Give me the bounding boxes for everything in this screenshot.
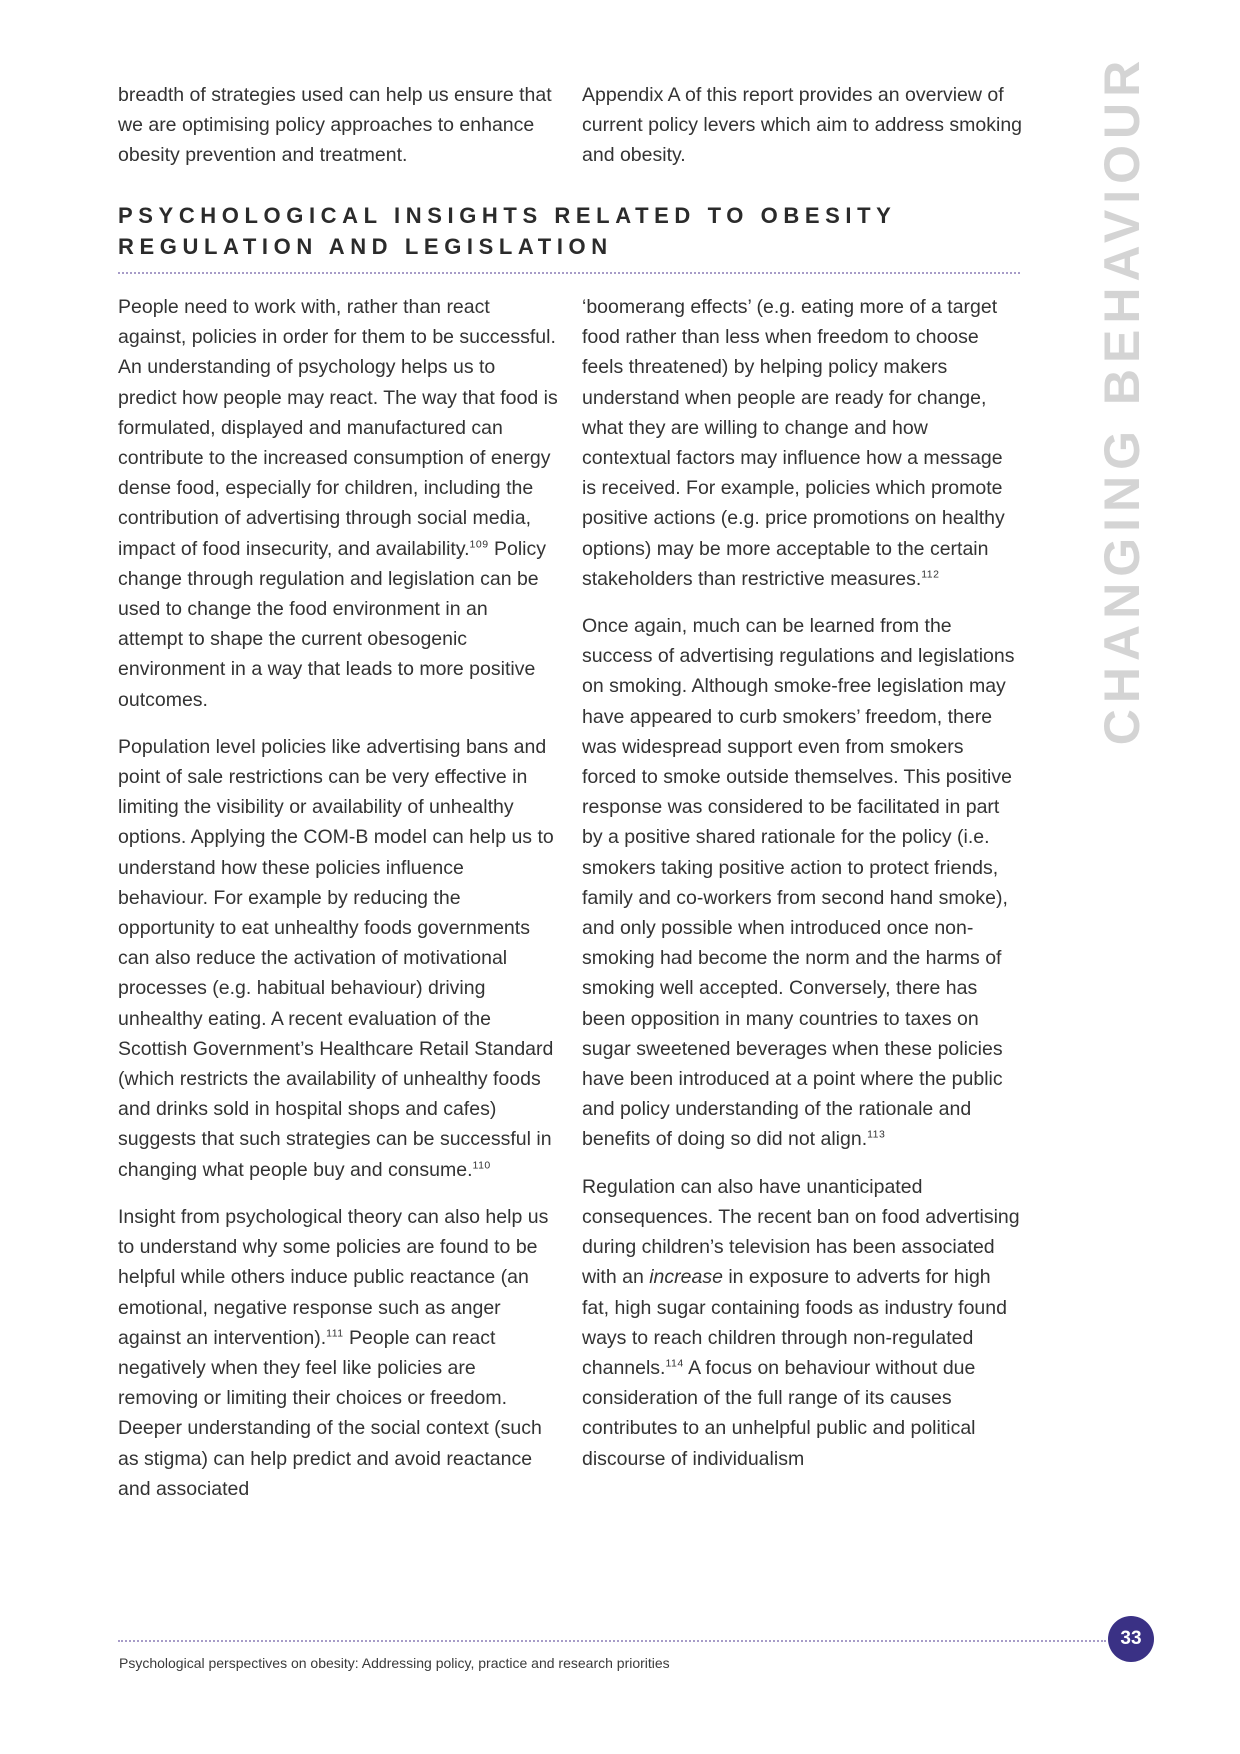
- paragraph-text: Regulation can also have unanticipated consequences. The recent ban on food advertising during children’s television has been associated with an: [582, 1175, 1020, 1289]
- body-right-column: [582, 292, 1022, 1491]
- page-number: 33: [1120, 1628, 1142, 1649]
- paragraph-text: ‘boomerang effects’ (e.g. eating more of a target food rather than less when freedom to choose feels threatened) by helping policy makers understand when people are ready for change, what they are willing to change and how contextual factors may influence how a message is received. For example, policies which promote positive actions (e.g. price promotions on healthy options) may be more acceptable to the certain stakeholders than restrictive measures.: [582, 296, 1005, 590]
- intro-left-column: [118, 80, 558, 171]
- paragraph-text: in exposure to adverts for high fat, high sugar containing foods as industry found ways to reach children through non-regulated channels.: [582, 1266, 1007, 1379]
- paragraph-text: Policy change through regulation and legislation can be used to change the food environment in an attempt to shape the current obesogenic environment in a way that leads to more positive outcomes.: [118, 537, 547, 711]
- emphasis-text: increase: [649, 1266, 723, 1289]
- section-heading: PSYCHOLOGICAL INSIGHTS RELATED TO OBESITY REGULATION AND LEGISLATION: [118, 203, 897, 259]
- body-left-column: [118, 292, 558, 1521]
- intro-right-column: [582, 80, 1022, 171]
- paragraph-text: Population level policies like advertising bans and point of sale restrictions can be very effective in limiting the visibility or availability of unhealthy options. Applying the COM-B model can help us to understand how these policies influence behaviour. For example by reducing the opportunity to eat unhealthy foods governments can also reduce the activation of motivational processes (e.g. habitual behaviour) driving unhealthy eating. A recent evaluation of the Scottish Government’s Healthcare Retail Standard (which restricts the availability of unhealthy foods and drinks sold in hospital shops and cafes) suggests that such strategies can be successful in changing what people buy and consume.: [118, 735, 554, 1181]
- chapter-side-title: CHANGING BEHAVIOUR: [1094, 54, 1150, 746]
- paragraph: [118, 1202, 558, 1504]
- paragraph: [582, 292, 1022, 594]
- heading-divider: [118, 272, 1020, 274]
- intro-left-paragraph: breadth of strategies used can help us ensure that we are optimising policy approaches to enhance obesity prevention and treatment.: [118, 84, 552, 167]
- paragraph-text: Once again, much can be learned from the success of advertising regulations and legislations on smoking. Although smoke-free legislation may have appeared to curb smokers’ freedom, there was widespread support even from smokers forced to smoke outside themselves. This positive response was considered to be facilitated in part by a positive shared rationale for the policy (i.e. smokers taking positive action to protect friends, family and co-workers from second hand smoke), and only possible when introduced once non-smoking had become the norm and the harms of smoking well accepted. Conversely, there has been opposition in many countries to taxes on sugar sweetened beverages when these policies have been introduced at a point where the public and policy understanding of the rationale and benefits of doing so did not align.: [582, 615, 1015, 1151]
- paragraph: [118, 732, 558, 1185]
- reference-superscript: 110: [472, 1159, 491, 1172]
- reference-superscript: 111: [326, 1327, 344, 1340]
- reference-superscript: 112: [921, 568, 940, 581]
- reference-superscript: 109: [469, 538, 489, 551]
- paragraph: [118, 292, 558, 715]
- paragraph-text: People can react negatively when they feel like policies are removing or limiting their choices or freedom. Deeper understanding of the social context (such as stigma) can help predict and avoid reactance and associated: [118, 1326, 542, 1500]
- reference-superscript: 114: [665, 1357, 684, 1370]
- paragraph: [582, 611, 1022, 1155]
- intro-right-paragraph: Appendix A of this report provides an overview of current policy levers which aim to address smoking and obesity.: [582, 84, 1023, 167]
- footer-publication-title: Psychological perspectives on obesity: Addressing policy, practice and research priorities: [119, 1655, 670, 1671]
- reference-superscript: 113: [867, 1128, 886, 1141]
- paragraph-text: Insight from psychological theory can also help us to understand why some policies are found to be helpful while others induce public reactance (an emotional, negative response such as anger against an intervention).: [118, 1205, 549, 1349]
- paragraph-text: People need to work with, rather than react against, policies in order for them to be successful. An understanding of psychology helps us to predict how people may react. The way that food is formulated, displayed and manufactured can contribute to the increased consumption of energy dense food, especially for children, including the contribution of advertising through social media, impact of food insecurity, and availability.: [118, 296, 558, 560]
- page-number-badge: [1108, 1616, 1154, 1662]
- footer-divider: [118, 1640, 1106, 1642]
- paragraph: [582, 1172, 1022, 1474]
- paragraph-text: A focus on behaviour without due consideration of the full range of its causes contributes to an unhelpful public and political discourse of individualism: [582, 1356, 976, 1470]
